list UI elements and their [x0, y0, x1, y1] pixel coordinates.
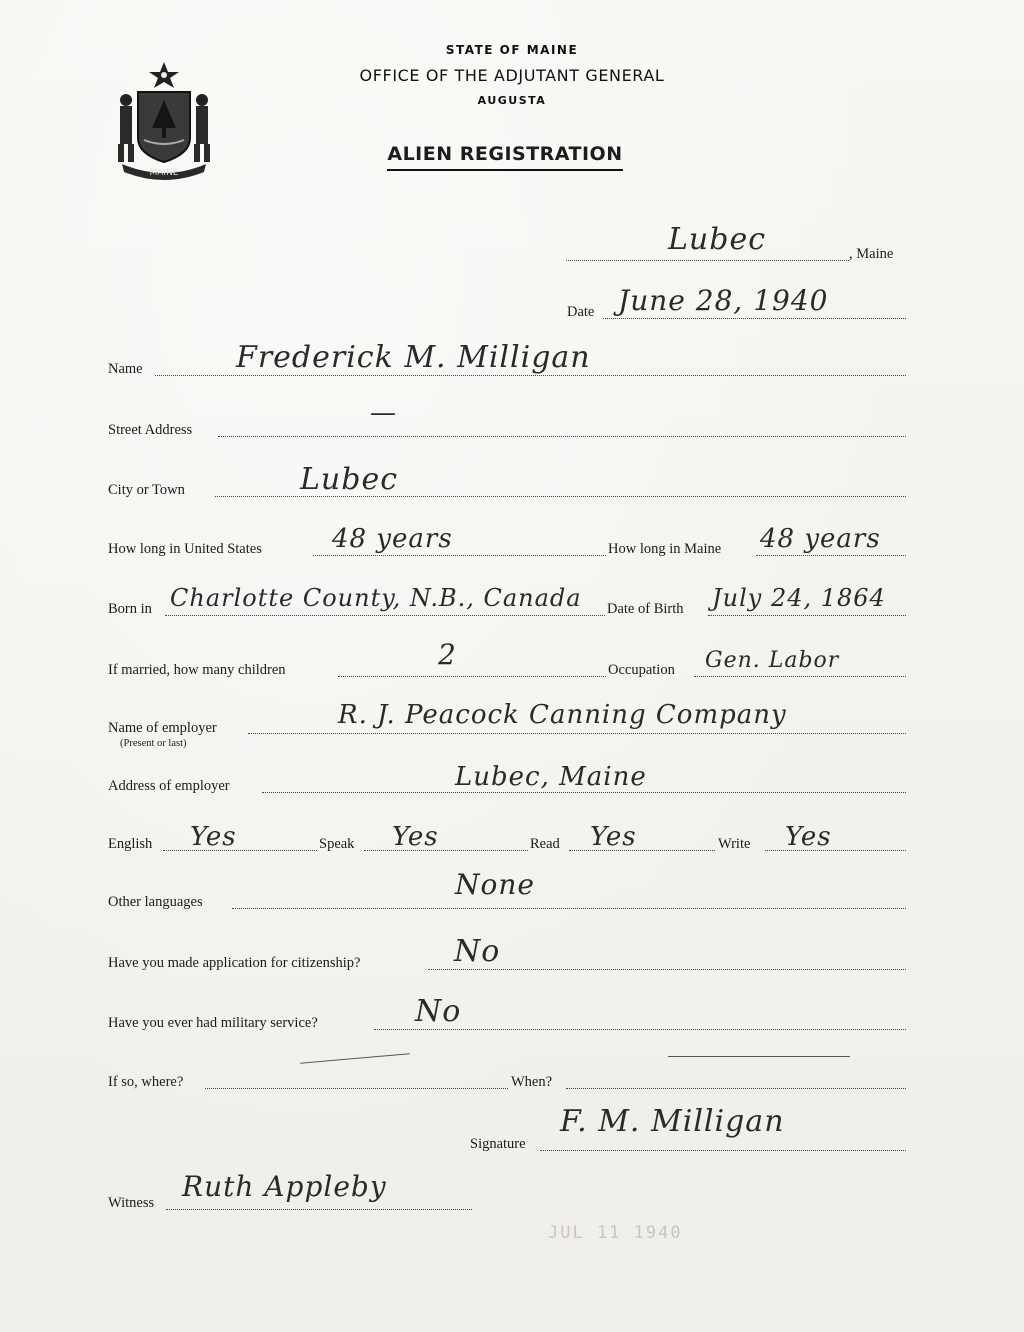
- write-value: Yes: [785, 822, 832, 852]
- signature-label: Signature: [470, 1136, 526, 1152]
- employer-sub-label: (Present or last): [120, 738, 187, 749]
- date-label: Date: [567, 304, 595, 320]
- speak-value: Yes: [392, 822, 439, 852]
- form-title: ALIEN REGISTRATION: [0, 143, 1010, 165]
- state-heading: STATE OF MAINE: [445, 43, 579, 57]
- signature-value: F. M. Milligan: [560, 1104, 785, 1139]
- received-stamp: JUL 11 1940: [548, 1223, 683, 1243]
- where-label: If so, where?: [108, 1074, 184, 1090]
- name-label: Name: [108, 361, 143, 377]
- speak-label: Speak: [319, 836, 355, 852]
- read-value: Yes: [590, 822, 637, 852]
- street-label: Street Address: [108, 422, 193, 438]
- name-value: Frederick M. Milligan: [236, 340, 591, 375]
- write-label: Write: [718, 836, 751, 852]
- other-languages-value: None: [455, 868, 535, 901]
- employer-address-label: Address of employer: [108, 778, 230, 794]
- date-value: June 28, 1940: [618, 284, 829, 317]
- how-long-us-value: 48 years: [332, 524, 453, 554]
- how-long-maine-value: 48 years: [760, 524, 881, 554]
- witness-value: Ruth Appleby: [182, 1170, 387, 1203]
- children-label: If married, how many children: [108, 662, 286, 678]
- city-value: Lubec: [300, 462, 399, 497]
- citizenship-value: No: [454, 934, 501, 969]
- witness-label: Witness: [108, 1195, 155, 1211]
- town-value: Lubec: [668, 222, 767, 257]
- how-long-us-label: How long in United States: [108, 541, 262, 557]
- employer-label: Name of employer: [108, 720, 217, 736]
- street-value: —: [370, 398, 397, 428]
- english-value: Yes: [190, 822, 237, 852]
- how-long-maine-label: How long in Maine: [608, 541, 722, 557]
- english-label: English: [108, 836, 153, 852]
- office-heading: OFFICE OF THE ADJUTANT GENERAL: [359, 66, 665, 85]
- when-label: When?: [511, 1074, 553, 1090]
- other-languages-label: Other languages: [108, 894, 203, 910]
- read-label: Read: [530, 836, 560, 852]
- occupation-label: Occupation: [608, 662, 675, 678]
- citizenship-label: Have you made application for citizenship?: [108, 955, 361, 971]
- maine-label: , Maine: [849, 246, 894, 262]
- occupation-value: Gen. Labor: [705, 648, 840, 673]
- children-value: 2: [438, 638, 457, 671]
- military-label: Have you ever had military service?: [108, 1015, 318, 1031]
- employer-value: R. J. Peacock Canning Company: [338, 700, 787, 730]
- dob-value: July 24, 1864: [712, 584, 886, 612]
- city-heading: AUGUSTA: [477, 94, 547, 107]
- born-in-value: Charlotte County, N.B., Canada: [170, 584, 582, 612]
- military-value: No: [415, 994, 462, 1029]
- dob-label: Date of Birth: [607, 601, 684, 617]
- born-in-label: Born in: [108, 601, 152, 617]
- seal-maine-text: MAINE: [149, 168, 179, 178]
- employer-address-value: Lubec, Maine: [455, 762, 647, 792]
- city-label: City or Town: [108, 482, 185, 498]
